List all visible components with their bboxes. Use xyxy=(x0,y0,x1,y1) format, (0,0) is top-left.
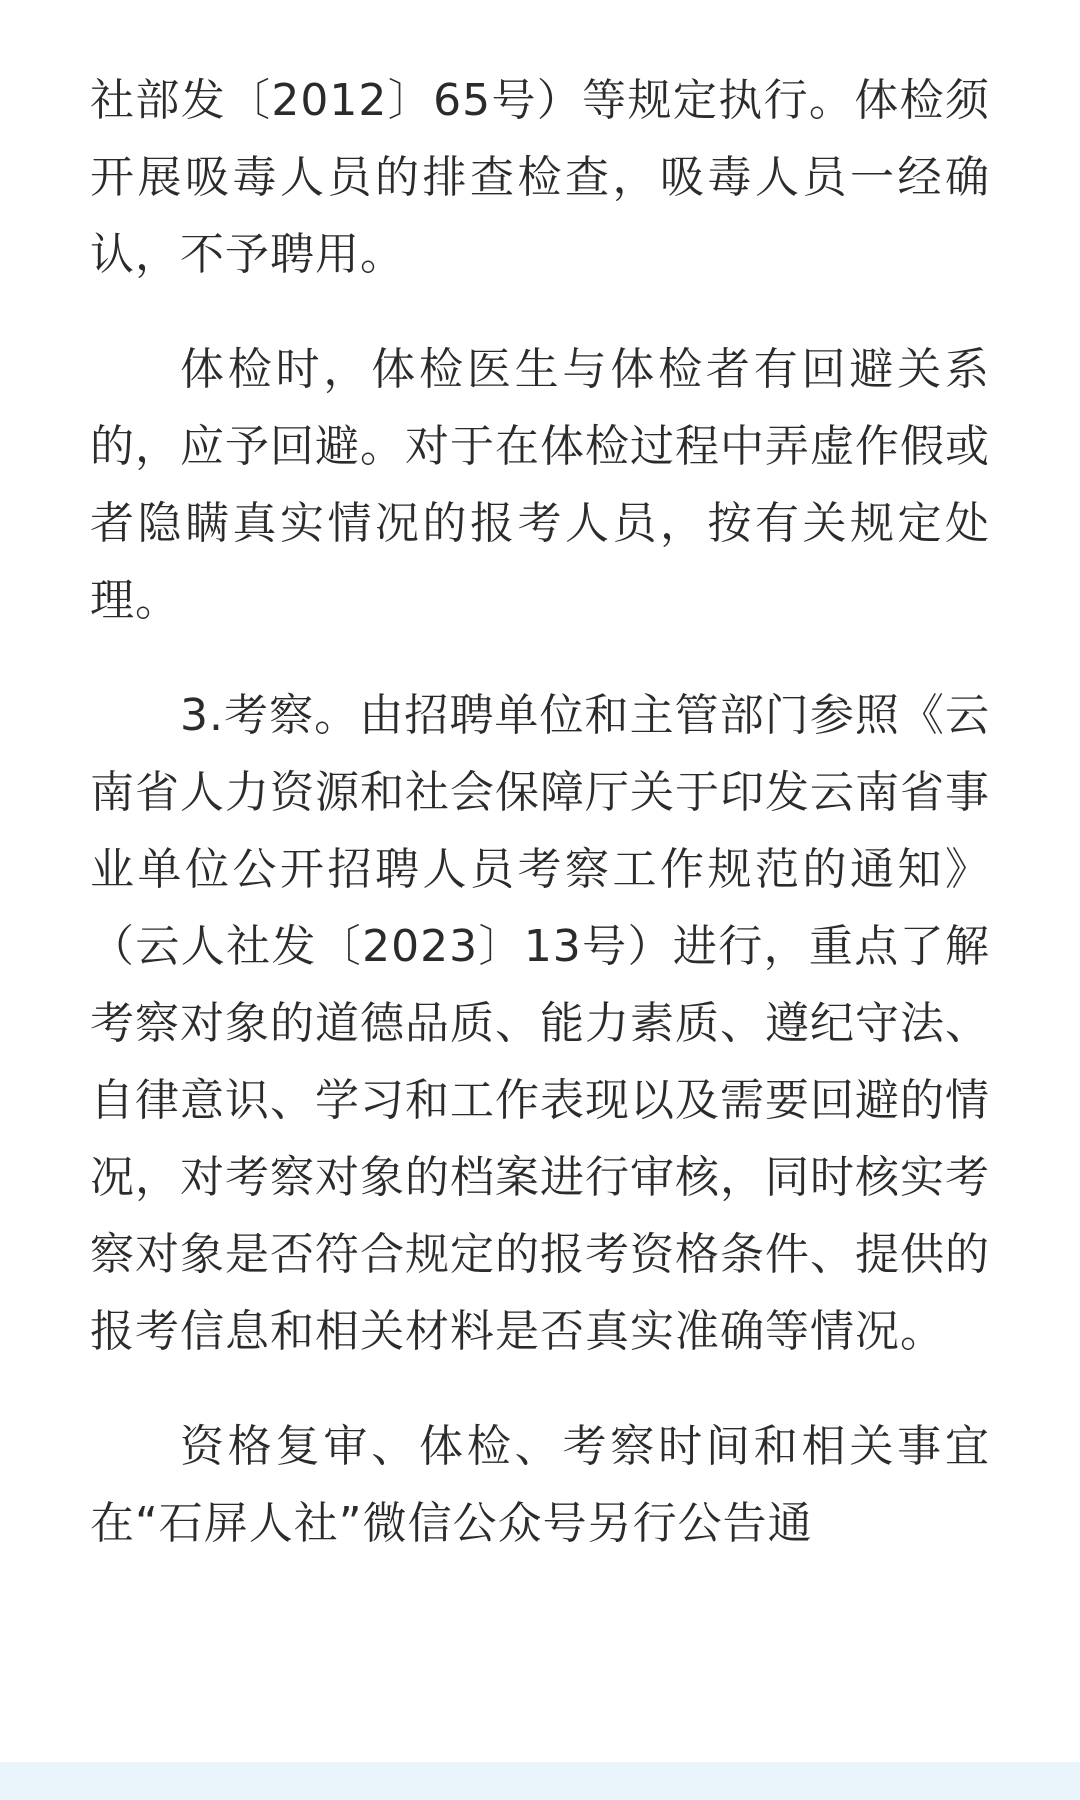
paragraph-inspection: 3.考察。由招聘单位和主管部门参照《云南省人力资源和社会保障厅关于印发云南省事业单位公开招聘人员考察工作规范的通知》（云人社发〔2023〕13号）进行，重点了解考察对象的道德品质、能力素质、遵纪守法、自律意识、学习和工作表现以及需要回避的情况，对考察对象的档案进行审核，同时核实考察对象是否符合规定的报考资格条件、提供的报考信息和相关材料是否真实准确等情况。 xyxy=(90,690,990,1357)
article-body xyxy=(90,62,990,1600)
footer-band xyxy=(0,1762,1080,1800)
paragraph-medical-exam-rules: 社部发〔2012〕65号）等规定执行。体检须开展吸毒人员的排查检查，吸毒人员一经确认，不予聘用。 xyxy=(90,75,990,280)
paragraph-schedule-notice: 资格复审、体检、考察时间和相关事宜在“石屏人社”微信公众号另行公告通 xyxy=(90,1421,990,1549)
paragraph-exam-avoidance: 体检时，体检医生与体检者有回避关系的，应予回避。对于在体检过程中弄虚作假或者隐瞒真实情况的报考人员，按有关规定处理。 xyxy=(90,344,990,626)
